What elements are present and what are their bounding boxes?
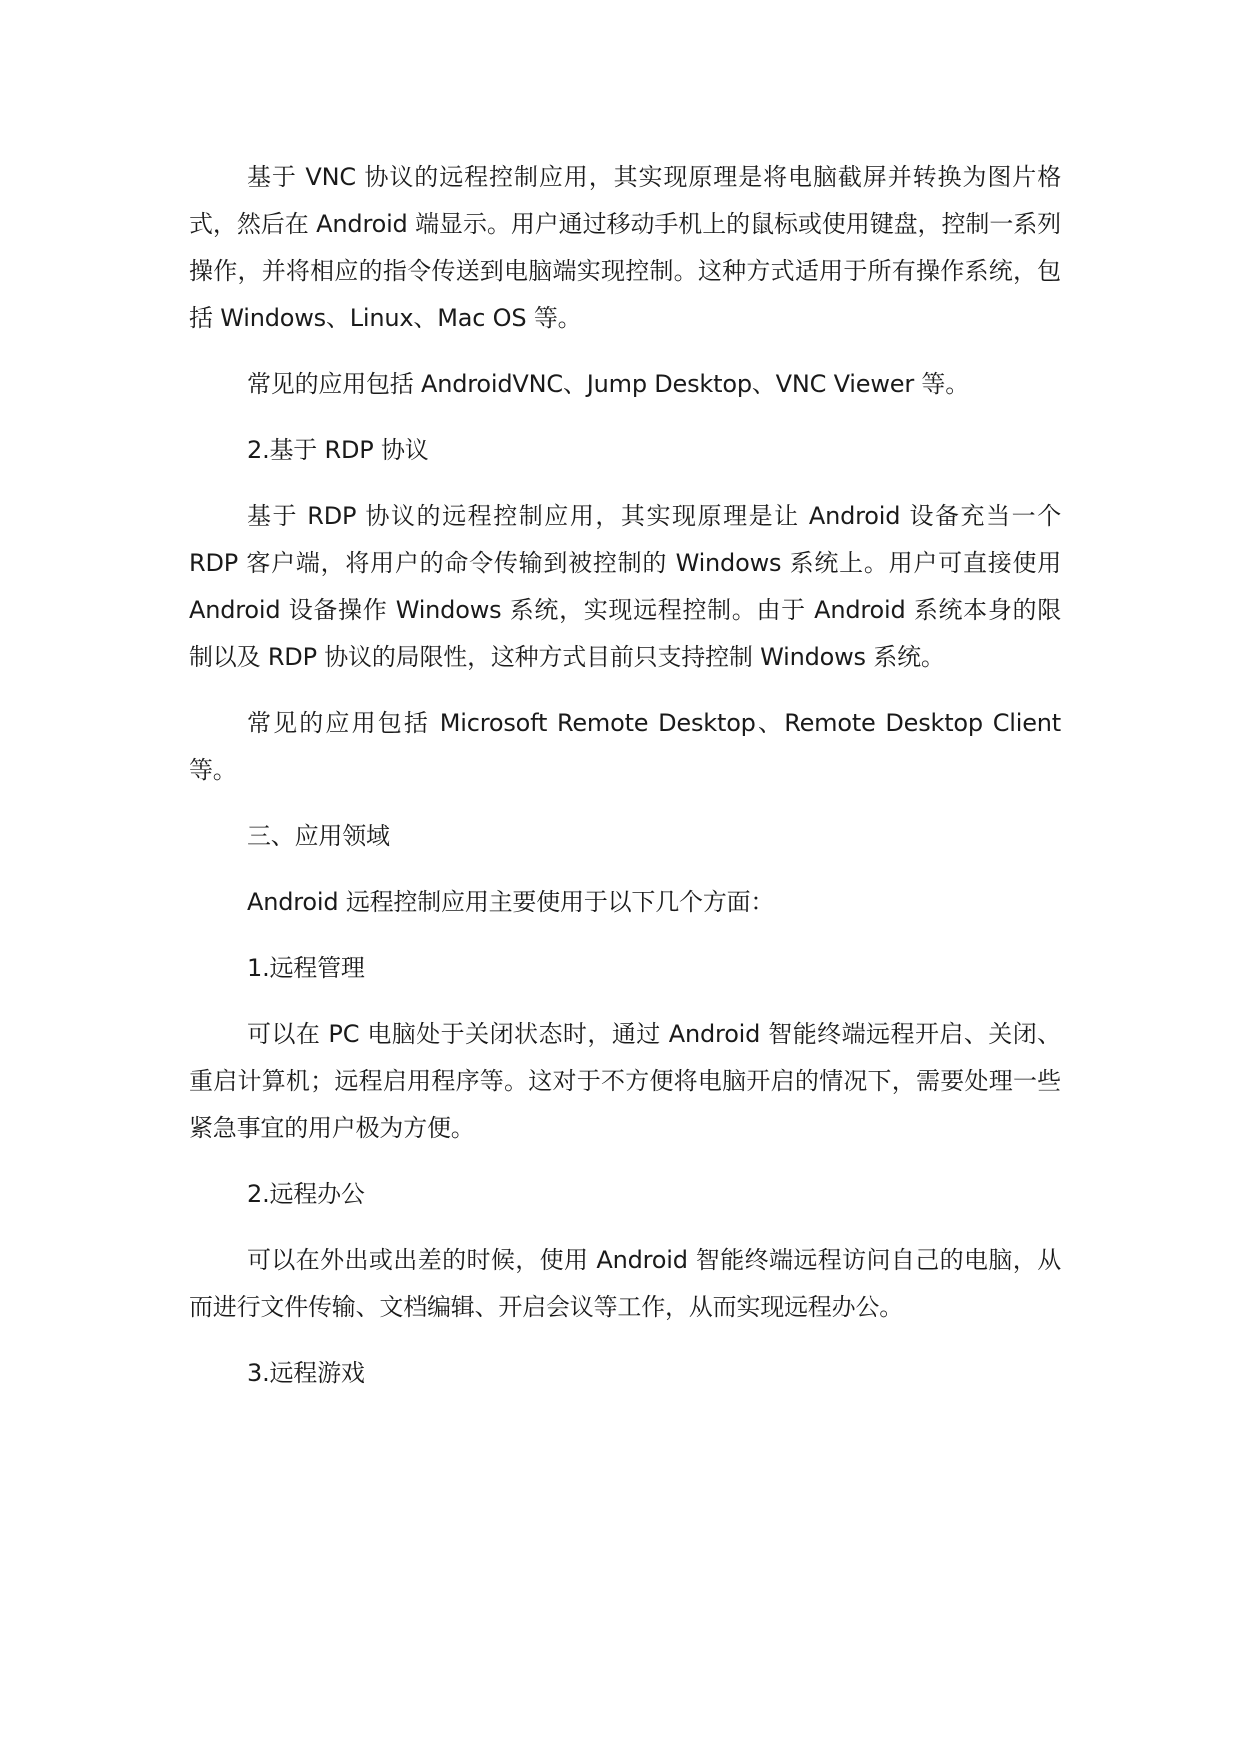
heading-rdp: 2.基于 RDP 协议 <box>247 436 429 464</box>
document-body <box>189 154 1061 1416</box>
paragraph-remote-management: 可以在 PC 电脑处于关闭状态时，通过 Android 智能终端远程开启、关闭、重启计算机；远程启用程序等。这对于不方便将电脑开启的情况下，需要处理一些紧急事宜的用户极为方便。 <box>189 1020 1061 1142</box>
paragraph-vnc-apps: 常见的应用包括 AndroidVNC、Jump Desktop、VNC Viewer 等。 <box>247 370 970 398</box>
paragraph-vnc-principle: 基于 VNC 协议的远程控制应用，其实现原理是将电脑截屏并转换为图片格式，然后在 Android 端显示。用户通过移动手机上的鼠标或使用键盘，控制一系列操作，并将相应的指令传送到电脑端实现控制。这种方式适用于所有操作系统，包括 Windows、Linux、Mac OS 等。 <box>189 163 1061 332</box>
heading-remote-management: 1.远程管理 <box>247 954 365 982</box>
paragraph-remote-office: 可以在外出或出差的时候，使用 Android 智能终端远程访问自己的电脑，从而进行文件传输、文档编辑、开启会议等工作，从而实现远程办公。 <box>189 1246 1061 1321</box>
heading-remote-gaming: 3.远程游戏 <box>247 1359 365 1387</box>
heading-application-fields: 三、应用领域 <box>247 822 390 850</box>
paragraph-fields-intro: Android 远程控制应用主要使用于以下几个方面： <box>247 888 775 916</box>
paragraph-rdp-principle: 基于 RDP 协议的远程控制应用，其实现原理是让 Android 设备充当一个 RDP 客户端，将用户的命令传输到被控制的 Windows 系统上。用户可直接使用 Android 设备操作 Windows 系统，实现远程控制。由于 Android 系统本身的限制以及 RDP 协议的局限性，这种方式目前只支持控制 Windows 系统。 <box>189 502 1061 671</box>
heading-remote-office: 2.远程办公 <box>247 1180 365 1208</box>
paragraph-rdp-apps: 常见的应用包括 Microsoft Remote Desktop、Remote Desktop Client 等。 <box>189 709 1061 784</box>
